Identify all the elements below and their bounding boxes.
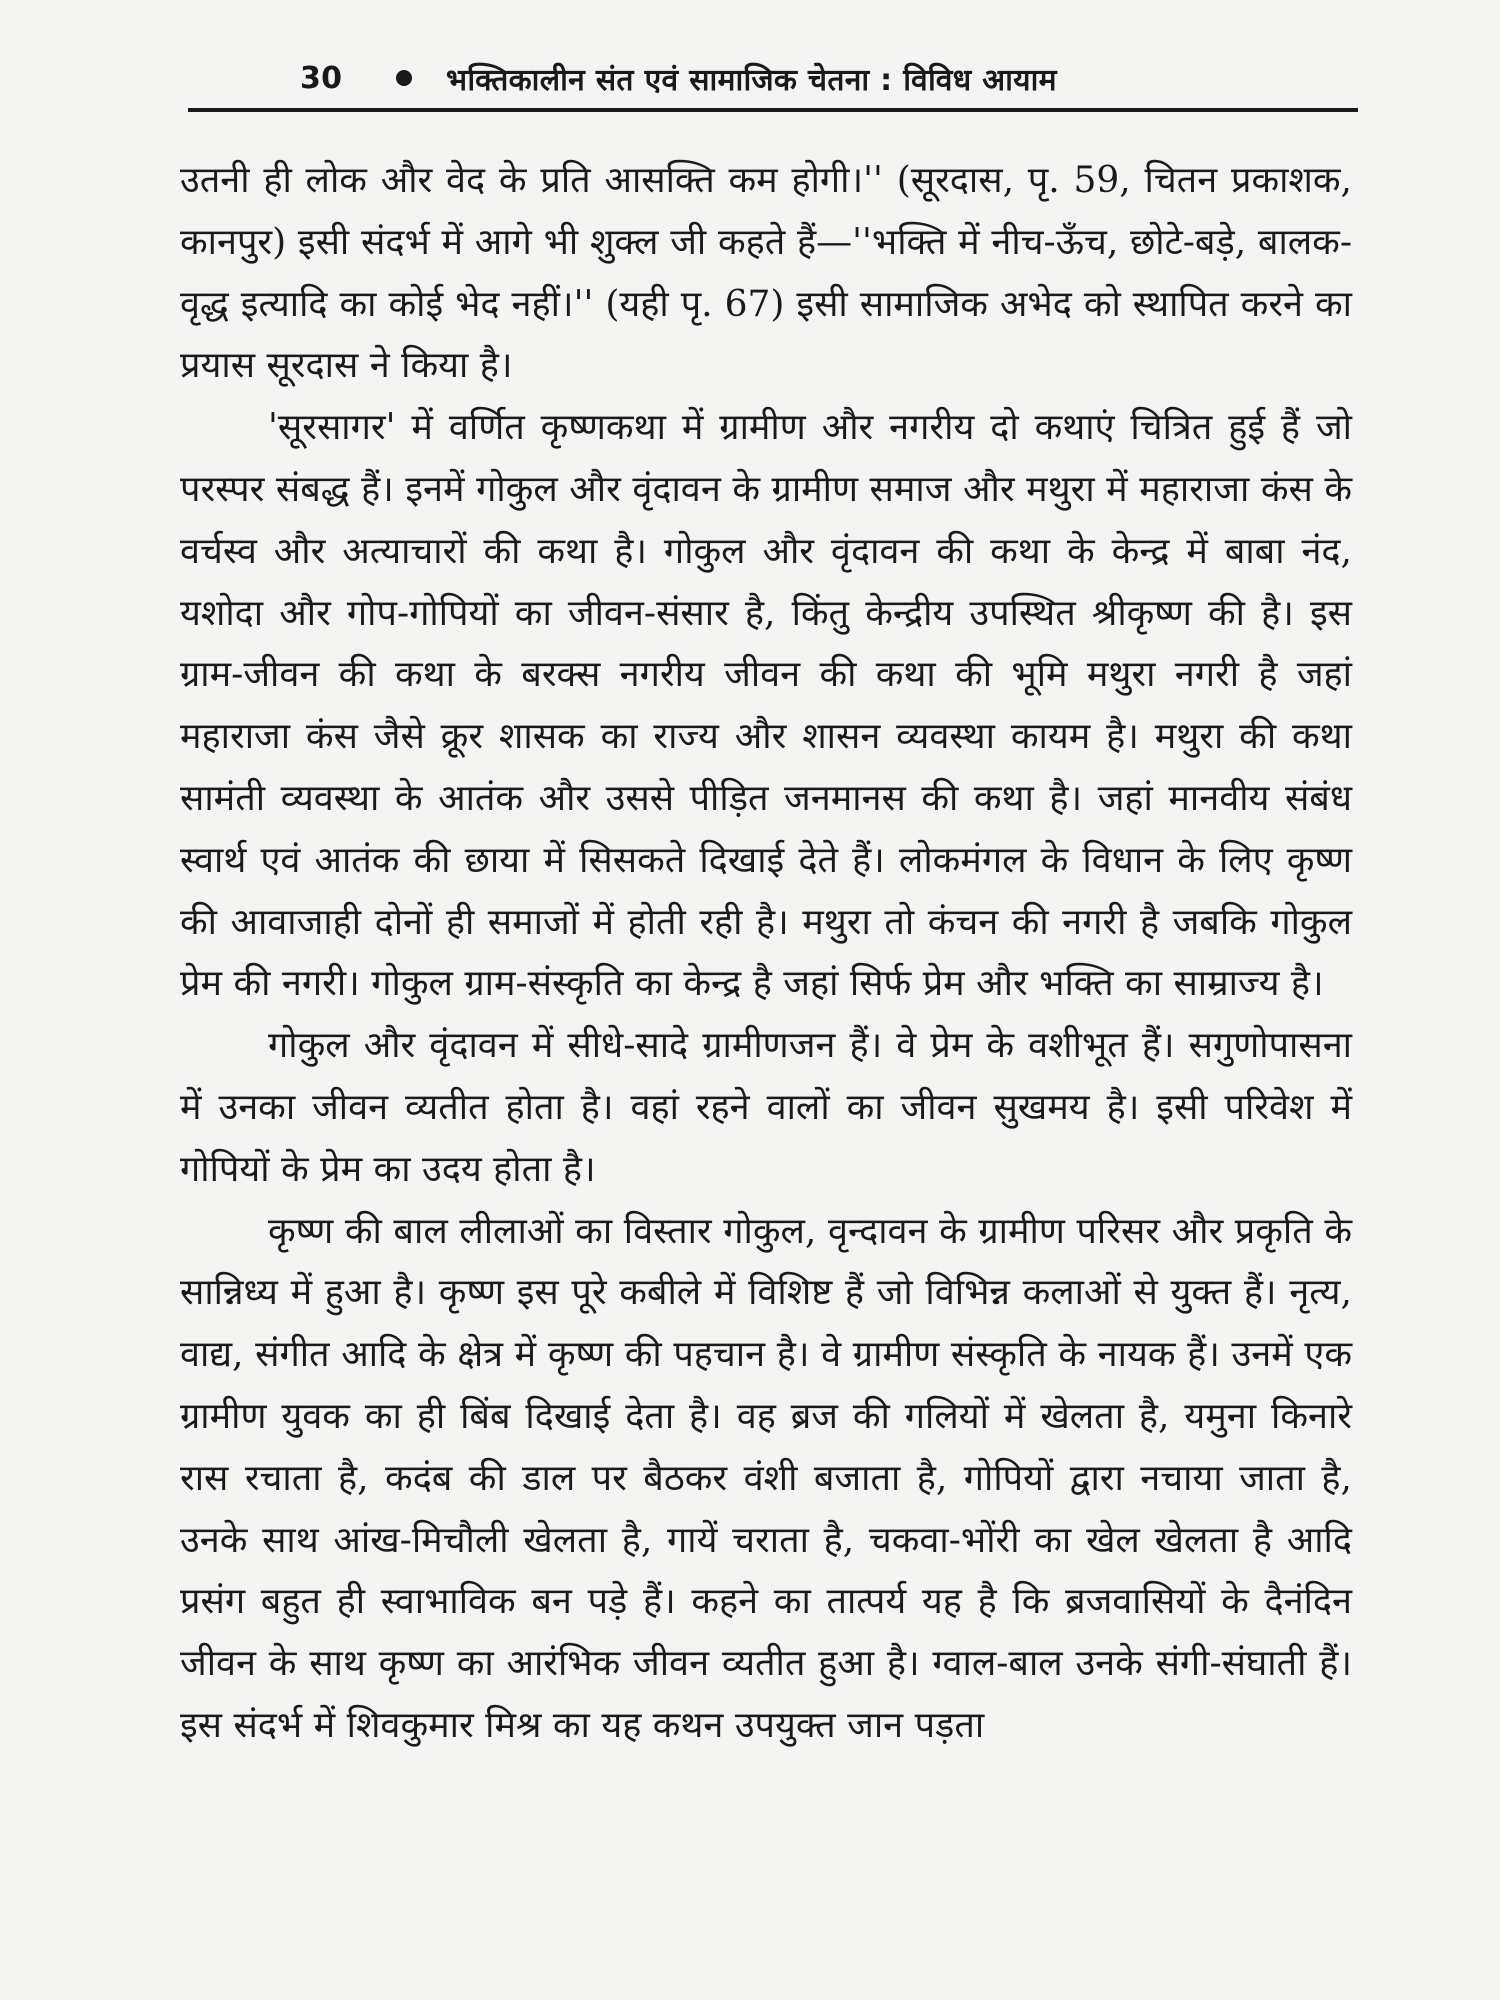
bullet-icon xyxy=(396,70,412,86)
body-text xyxy=(180,150,1352,1960)
paragraph-2: 'सूरसागर' में वर्णित कृष्णकथा में ग्रामीण और नगरीय दो कथाएं चित्रित हुई हैं जो परस्पर संबद्ध हैं। इनमें गोकुल और वृंदावन के ग्रामीण समाज और मथुरा में महाराजा कंस के वर्चस्व और अत्याचारों की कथा है। गोकुल और वृंदावन की कथा के केन्द्र में बाबा नंद, यशोदा और गोप-गोपियों का जीवन-संसार है, किंतु केन्द्रीय उपस्थित श्रीकृष्ण की है। इस ग्राम-जीवन की कथा के बरक्स नगरीय जीवन की कथा की भूमि मथुरा नगरी है जहां महाराजा कंस जैसे क्रूर शासक का राज्य और शासन व्यवस्था कायम है। मथुरा की कथा सामंती व्यवस्था के आतंक और उससे पीड़ित जनमानस की कथा है। जहां मानवीय संबंध स्वार्थ एवं आतंक की छाया में सिसकते दिखाई देते हैं। लोकमंगल के विधान के लिए कृष्ण की आवाजाही दोनों ही समाजों में होती रही है। मथुरा तो कंचन की नगरी है जबकि गोकुल प्रेम की नगरी। गोकुल ग्राम-संस्कृति का केन्द्र है जहां सिर्फ प्रेम और भक्ति का साम्राज्य है। xyxy=(180,407,1352,1005)
header-rule xyxy=(188,108,1358,112)
page-number: 30 xyxy=(300,60,343,96)
paragraph-3: गोकुल और वृंदावन में सीधे-सादे ग्रामीणजन हैं। वे प्रेम के वशीभूत हैं। सगुणोपासना में उनका जीवन व्यतीत होता है। वहां रहने वालों का जीवन सुखमय है। इसी परिवेश में गोपियों के प्रेम का उदय होता है। xyxy=(180,1025,1352,1190)
running-title: भक्तिकालीन संत एवं सामाजिक चेतना : विविध आयाम xyxy=(446,62,1057,98)
paragraph-4: कृष्ण की बाल लीलाओं का विस्तार गोकुल, वृन्दावन के ग्रामीण परिसर और प्रकृति के सान्निध्य में हुआ है। कृष्ण इस पूरे कबीले में विशिष्ट हैं जो विभिन्न कलाओं से युक्त हैं। नृत्य, वाद्य, संगीत आदि के क्षेत्र में कृष्ण की पहचान है। वे ग्रामीण संस्कृति के नायक हैं। उनमें एक ग्रामीण युवक का ही बिंब दिखाई देता है। वह ब्रज की गलियों में खेलता है, यमुना किनारे रास रचाता है, कदंब की डाल पर बैठकर वंशी बजाता है, गोपियों द्वारा नचाया जाता है, उनके साथ आंख-मिचौली खेलता है, गायें चराता है, चकवा-भोंरी का खेल खेलता है आदि प्रसंग बहुत ही स्वाभाविक बन पड़े हैं। कहने का तात्पर्य यह है कि ब्रजवासियों के दैनंदिन जीवन के साथ कृष्ण का आरंभिक जीवन व्यतीत हुआ है। ग्वाल-बाल उनके संगी-संघाती हैं। इस संदर्भ में शिवकुमार मिश्र का यह कथन उपयुक्त जान पड़ता xyxy=(180,1210,1352,1746)
running-header xyxy=(190,48,1352,108)
paragraph-1: उतनी ही लोक और वेद के प्रति आसक्ति कम होगी।'' (सूरदास, पृ. 59, चितन प्रकाशक, कानपुर) इसी संदर्भ में आगे भी शुक्ल जी कहते हैं—''भक्ति में नीच-ऊँच, छोटे-बड़े, बालक-वृद्ध इत्यादि का कोई भेद नहीं।'' (यही पृ. 67) इसी सामाजिक अभेद को स्थापित करने का प्रयास सूरदास ने किया है। xyxy=(180,160,1352,387)
